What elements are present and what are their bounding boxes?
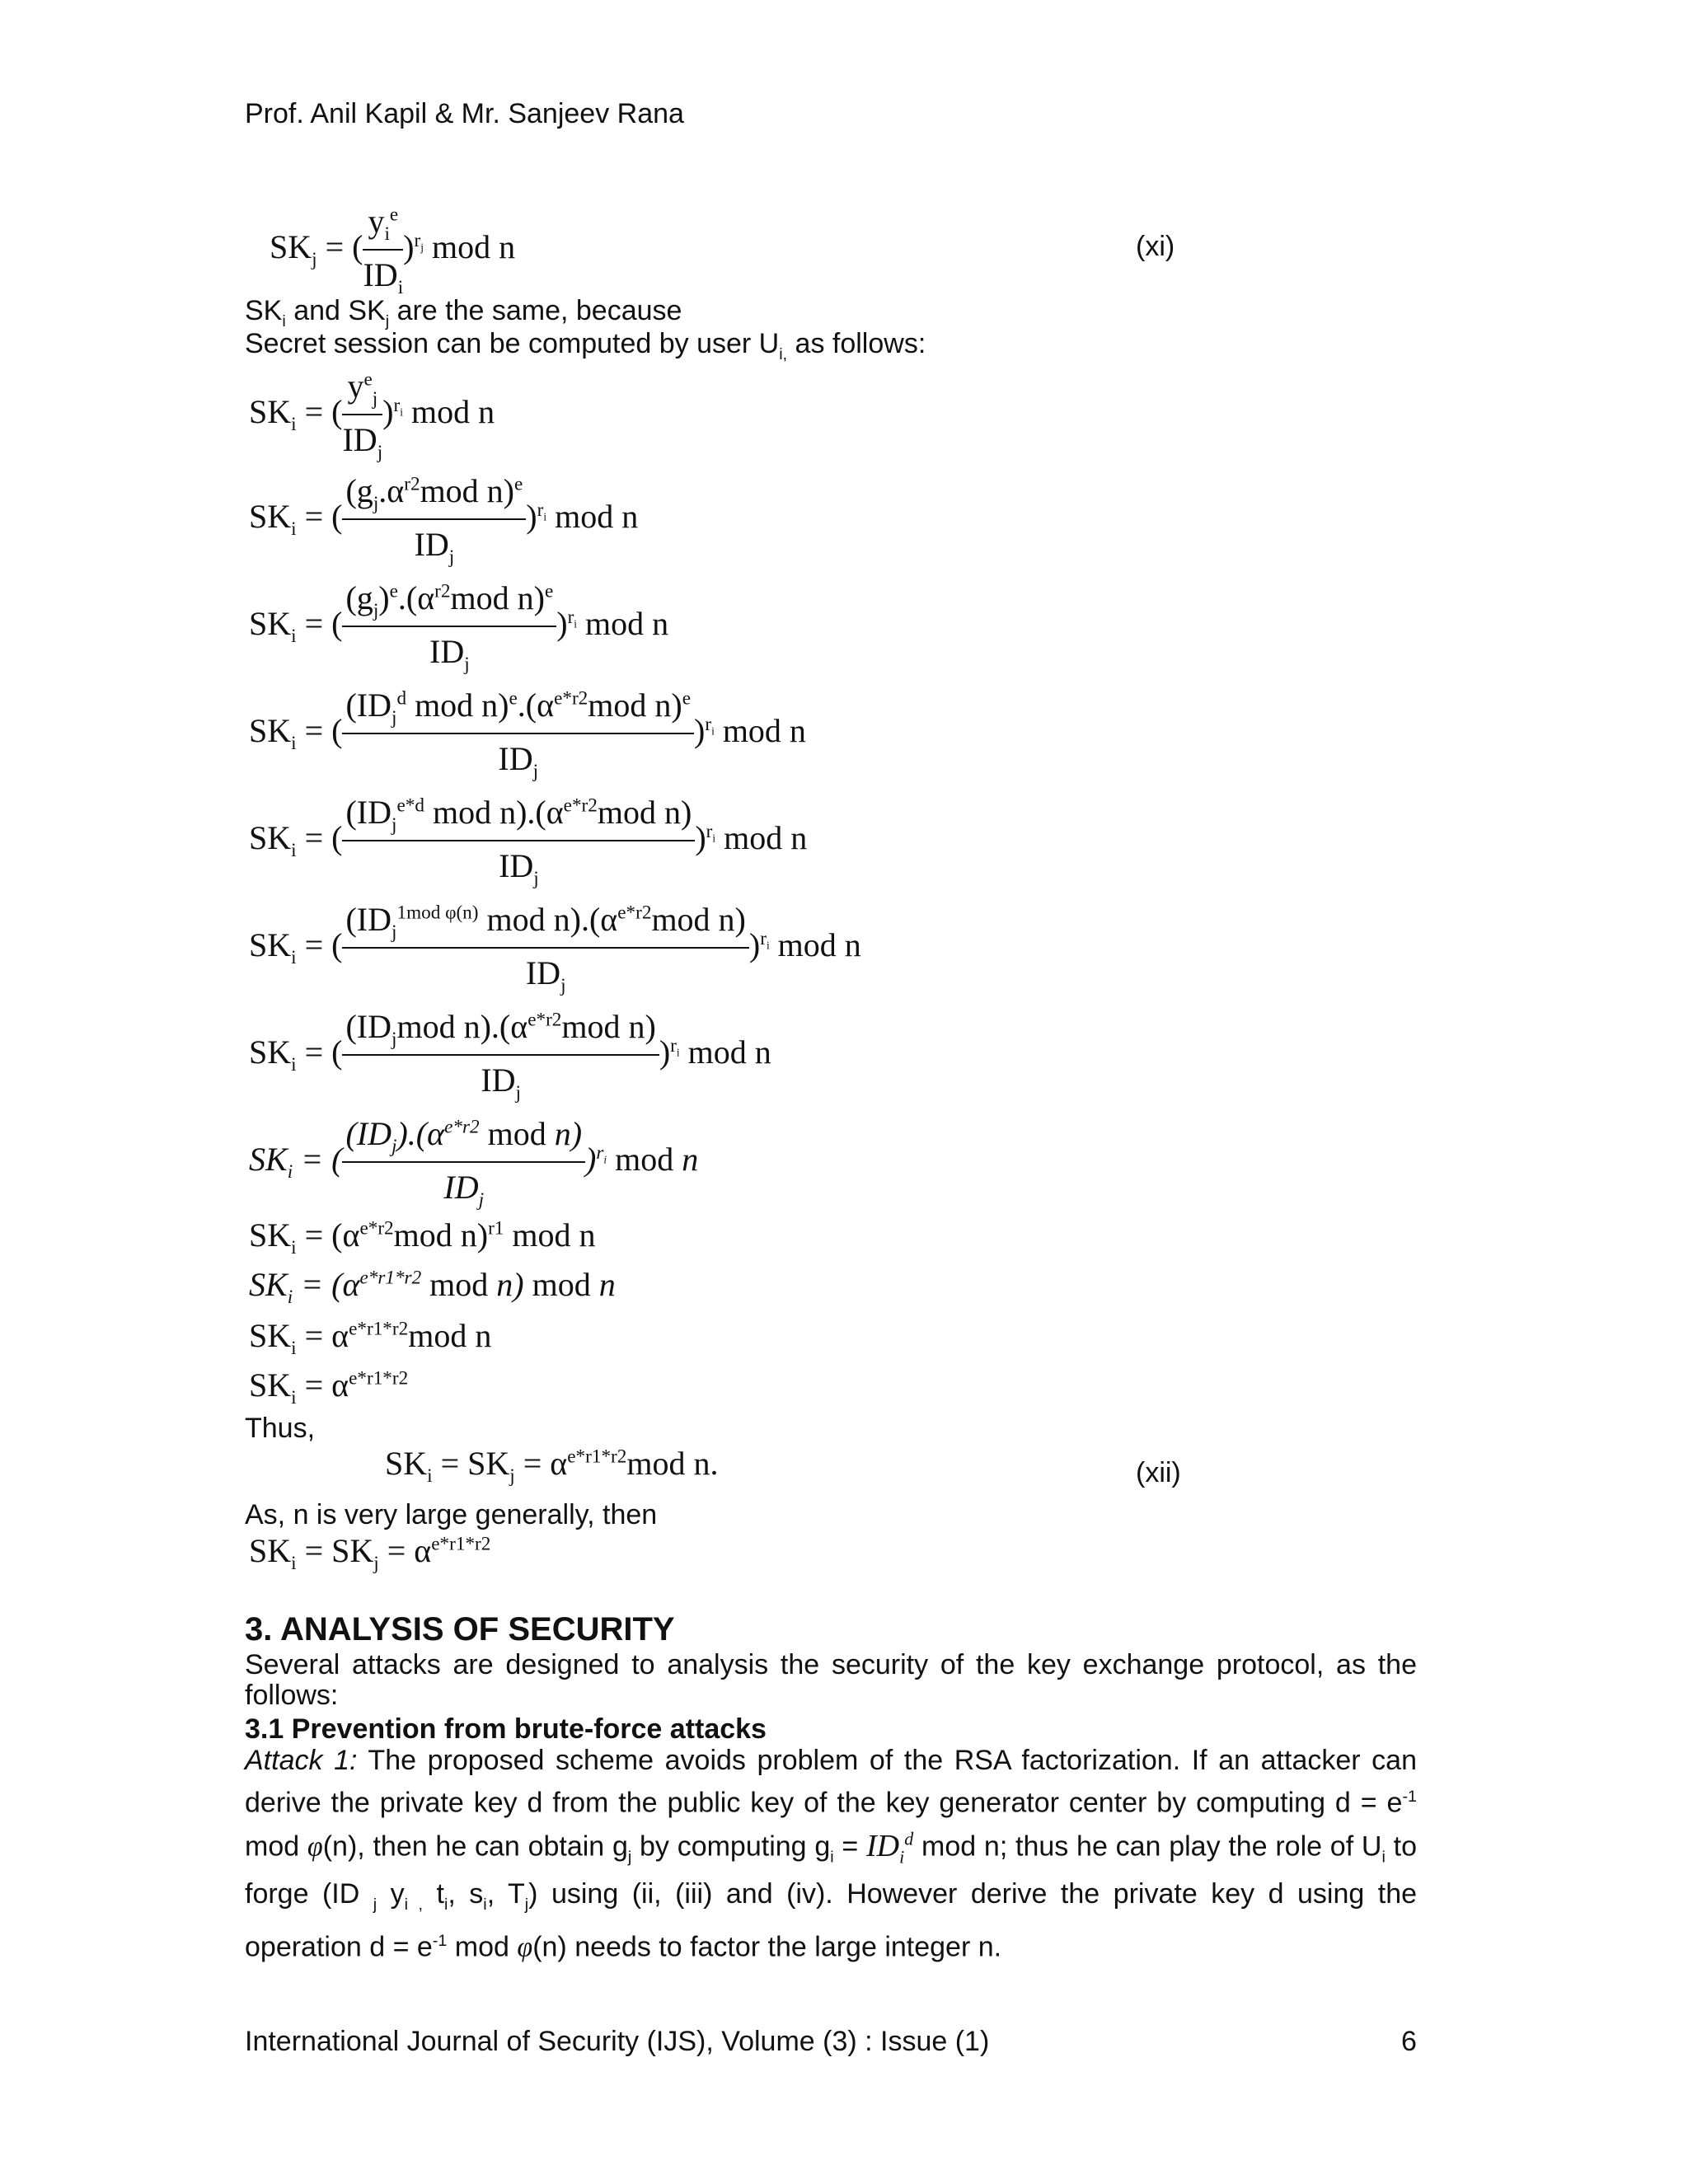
equation-ski-4: $SK_i$ = ( $\frac{(ID_j^d mod n)^e.(\alpha^{e*r2}mod n)^e}{ID_j}$ )$^{r_i}$ mod n xyxy=(249,687,806,782)
equation-ski-10: $SK_i = (\alpha^{e*r1*r2}$ mod n) mod n xyxy=(249,1266,616,1308)
section-title: 3. ANALYSIS OF SECURITY xyxy=(245,1611,675,1647)
equation-final: $SK_i = SK_j = \alpha^{e*r1*r2}$ xyxy=(249,1532,491,1574)
footer-journal: International Journal of Security (IJS), Volume (3) : Issue (1) xyxy=(245,2026,990,2057)
equation-number-xii: (xii) xyxy=(1136,1457,1181,1488)
equation-ski-9: $SK_i = (\alpha^{e*r2}mod$ n)$^{r1}$ mod n xyxy=(249,1216,596,1258)
equation-ski-2: $SK_i$ = ( $\frac{(g_j.\alpha^{r2}mod n)^e}{ID_j}$ )$^{r_i}$ mod n xyxy=(249,472,639,568)
text-n-large: As, n is very large generally, then xyxy=(245,1499,658,1530)
equation-xii: $SK_i = SK_j = \alpha^{e*r1*r2}mod$ n. xyxy=(385,1445,719,1487)
equation-ski-1: $SK_i$ = ( $\frac{y^e_j}{ID_j}$ )$^{r_i}$ mod n xyxy=(249,368,495,463)
equation-ski-6: $SK_i$ = ( $\frac{(ID_j^{1mod \varphi(n)} mod n).(\alpha^{e*r2}mod n)}{ID_j}$ )$^{r_i}$ mod n xyxy=(249,901,861,996)
equation-xi: $SK_j$ = ( $\frac{y_i^e}{ID_i}$ )$^{r_j}$ mod n xyxy=(270,203,516,298)
equation-number-xi: (xi) xyxy=(1136,231,1175,262)
paragraph-same: $SK_i$ and $SK_j$ are the same, because xyxy=(245,295,682,330)
text-thus: Thus, xyxy=(245,1413,316,1444)
running-header: Prof. Anil Kapil & Mr. Sanjeev Rana xyxy=(245,98,684,129)
attack-1-paragraph: Attack 1: The proposed scheme avoids problem of the RSA factorization. If an attacker can derive the private key d from the public key of the key generator center by computing $d = e^{-1}$ mod φ(n), then he can obtain $g_j$ by computing $g_i = ID_i^d$ mod n; thus he can play the role of $U_i$ to forge (ID $_j$ $y_{i ,}$ $t_i$, $s_i$, $T_j$) using (ii, (iii) and (iv). However derive the private key d using the operation $d = e^{-1}$ mod φ(n) needs to factor the large integer n. xyxy=(245,1745,1418,1962)
equation-ski-12: $SK_i = \alpha^{e*r1*r2}$ xyxy=(249,1366,409,1408)
equation-ski-7: $SK_i$ = ( $\frac{(ID_jmod n).(\alpha^{e*r2}mod n)}{ID_j}$ )$^{r_i}$ mod n xyxy=(249,1008,771,1104)
section-intro: Several attacks are designed to analysis the security of the key exchange protocol, as the follows: xyxy=(245,1649,1417,1711)
paragraph-secret-session: Secret session can be computed by user $U_{i,}$ as follows: xyxy=(245,328,926,363)
footer-page-number: 6 xyxy=(1401,2026,1417,2057)
equation-ski-8: $SK_i$ = ( $\frac{(ID_j).(\alpha^{e*r2} mod n)}{ID_j}$ )$^{r_i}$ mod n xyxy=(249,1115,699,1211)
subsection-title: 3.1 Prevention from brute-force attacks xyxy=(245,1713,767,1745)
equation-ski-5: $SK_i$ = ( $\frac{(ID_j^{e*d} mod n).(\alpha^{e*r2}mod n)}{ID_j}$ )$^{r_i}$ mod n xyxy=(249,794,808,889)
equation-ski-11: $SK_i = \alpha^{e*r1*r2}mod$ n xyxy=(249,1317,492,1359)
equation-ski-3: $SK_i$ = ( $\frac{(g_j)^e.(\alpha^{r2}mod n)^e}{ID_j}$ )$^{r_i}$ mod n xyxy=(249,579,669,675)
